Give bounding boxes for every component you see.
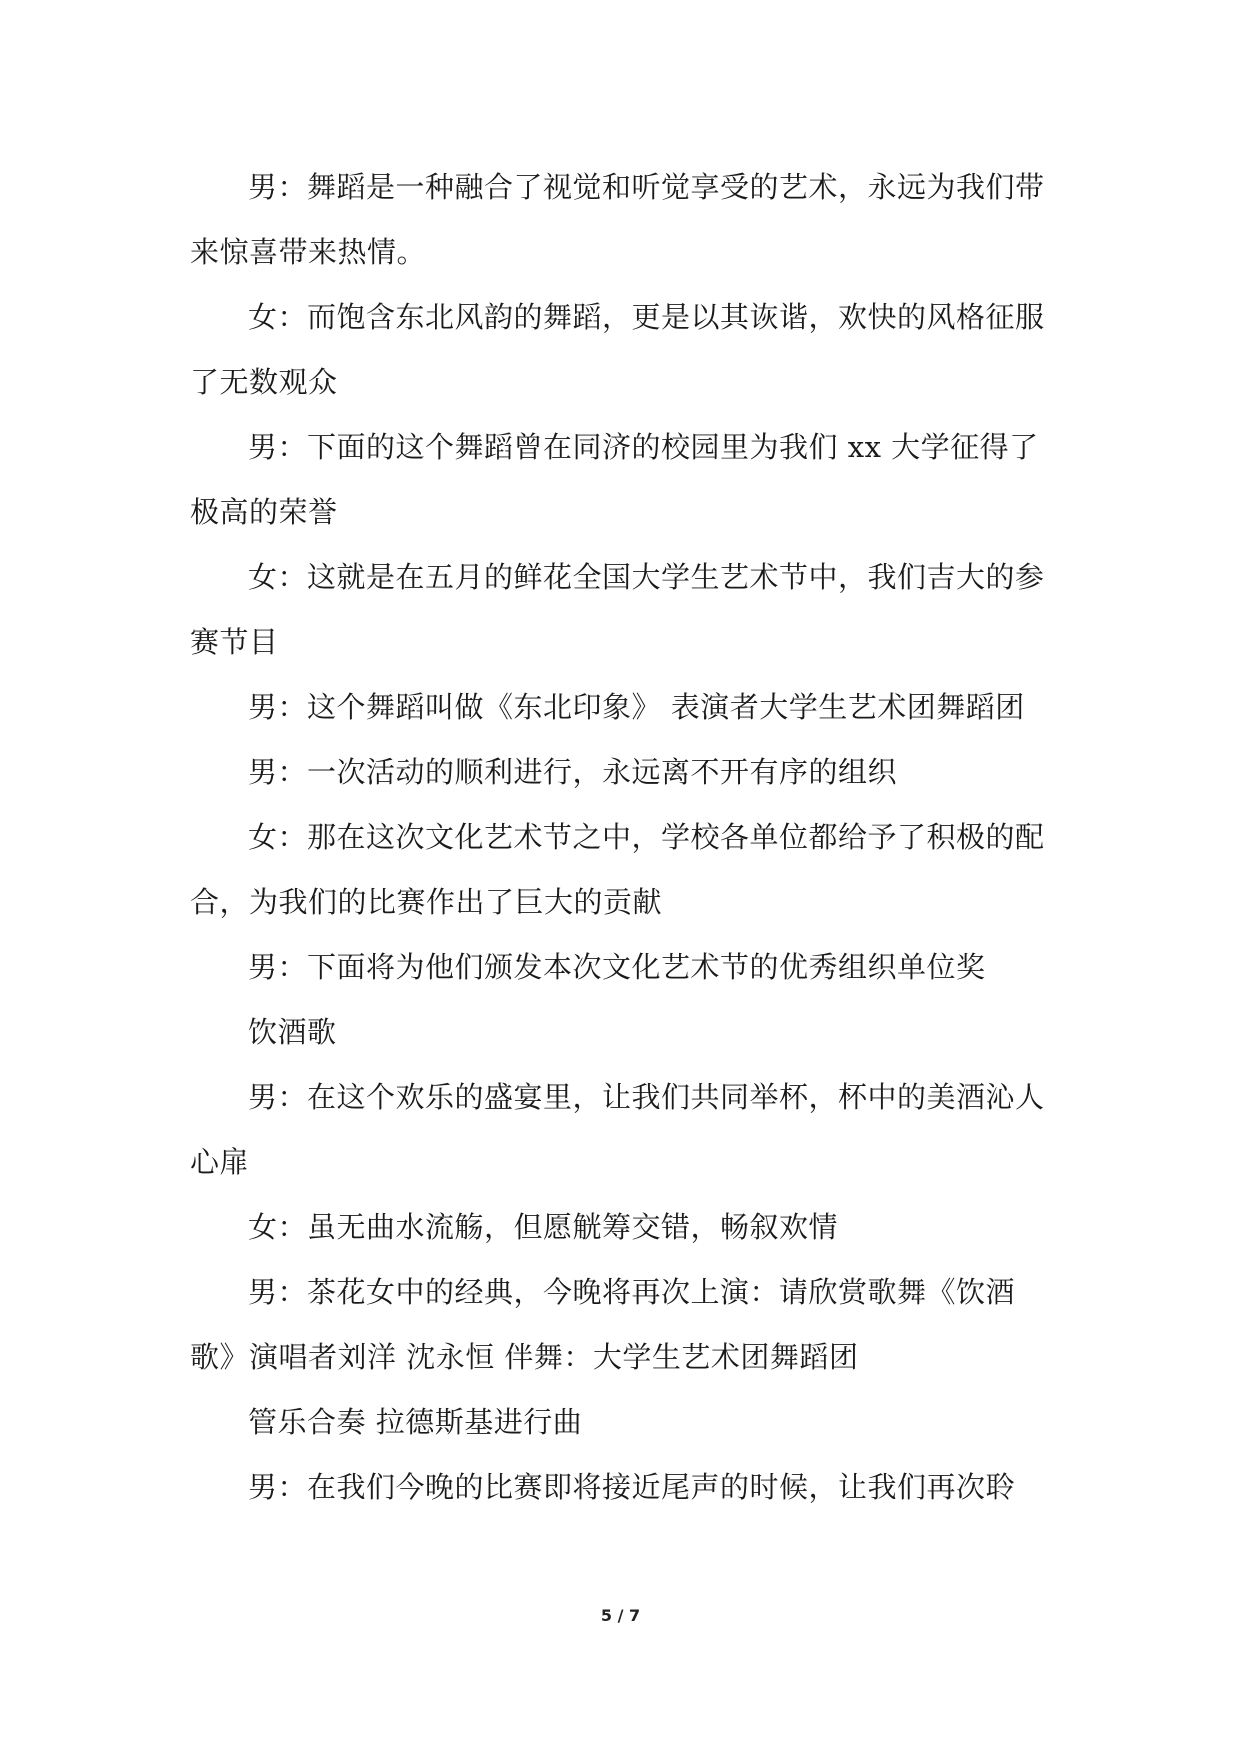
paragraph: 男：下面的这个舞蹈曾在同济的校园里为我们 xx 大学征得了极高的荣誉	[190, 430, 1039, 529]
paragraph: 男：下面将为他们颁发本次文化艺术节的优秀组织单位奖	[248, 950, 986, 984]
section-heading: 管乐合奏 拉德斯基进行曲	[248, 1405, 583, 1439]
paragraph: 男：在这个欢乐的盛宴里，让我们共同举杯，杯中的美酒沁人心扉	[190, 1080, 1045, 1179]
paragraph: 男：一次活动的顺利进行，永远离不开有序的组织	[248, 755, 898, 789]
paragraph: 男：茶花女中的经典，今晚将再次上演：请欣赏歌舞《饮酒歌》演唱者刘洋 沈永恒 伴舞：大学生艺术团舞蹈团	[190, 1275, 1016, 1374]
paragraph: 女：那在这次文化艺术节之中，学校各单位都给予了积极的配合，为我们的比赛作出了巨大的贡献	[190, 820, 1045, 919]
paragraph: 男：舞蹈是一种融合了视觉和听觉享受的艺术，永远为我们带来惊喜带来热情。	[190, 170, 1045, 269]
paragraph: 男：在我们今晚的比赛即将接近尾声的时候，让我们再次聆	[248, 1470, 1016, 1504]
section-heading: 饮酒歌	[248, 1015, 337, 1049]
document-body	[190, 155, 1052, 1520]
paragraph: 男：这个舞蹈叫做《东北印象》 表演者大学生艺术团舞蹈团	[248, 690, 1025, 724]
paragraph: 女：而饱含东北风韵的舞蹈，更是以其诙谐，欢快的风格征服了无数观众	[190, 300, 1045, 399]
paragraph: 女：这就是在五月的鲜花全国大学生艺术节中，我们吉大的参赛节目	[190, 560, 1045, 659]
page-number: 5 / 7	[600, 1606, 641, 1625]
paragraph: 女：虽无曲水流觞，但愿觥筹交错，畅叙欢情	[248, 1210, 839, 1244]
